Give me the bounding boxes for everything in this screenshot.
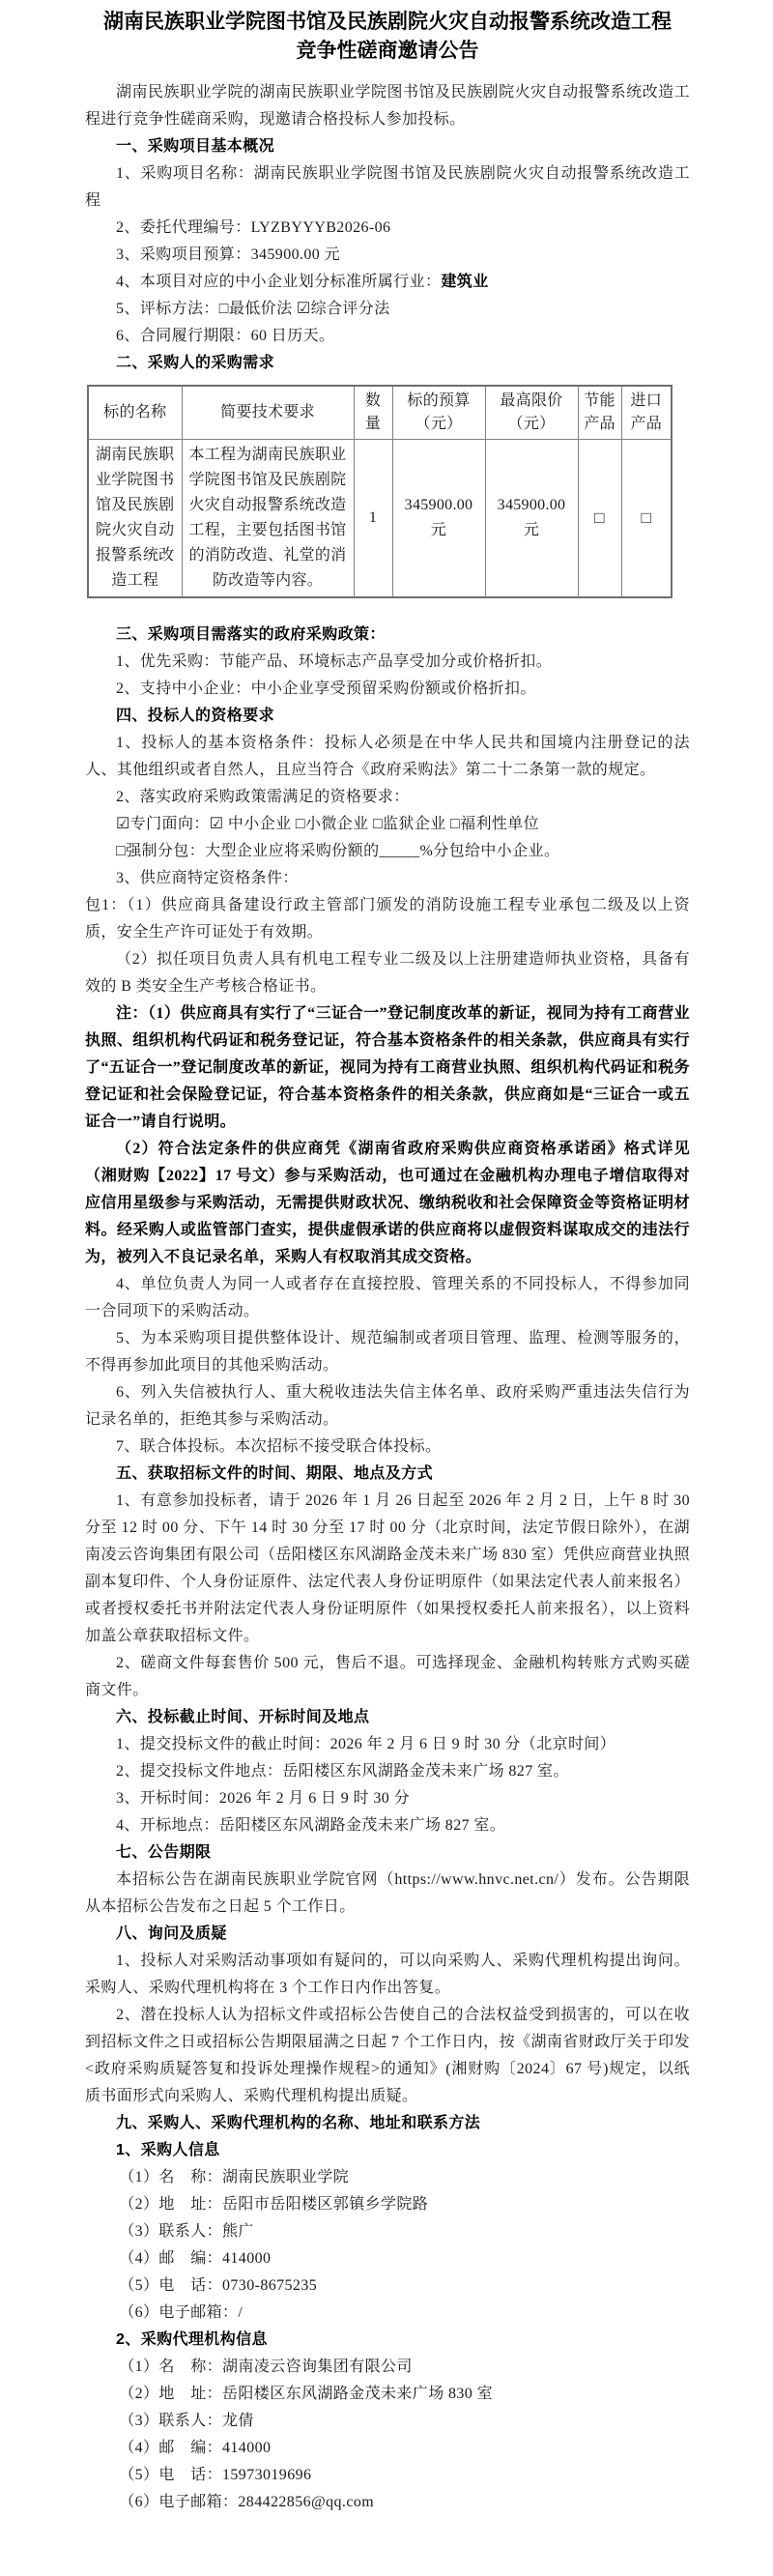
text-run: 八、询问及质疑	[116, 1925, 227, 1942]
text-run: （3）联系人：熊广	[119, 2223, 254, 2240]
demand-table-cell: 1	[354, 440, 392, 598]
text-run: （3）联系人：龙倩	[119, 2413, 254, 2429]
text-run: 1、优先采购：节能产品、环境标志产品享受加分或价格折扣。	[116, 653, 553, 670]
text-run: （4）邮 编：414000	[119, 2250, 272, 2267]
item-project-name	[85, 160, 690, 215]
qualification-same-leader	[85, 1271, 690, 1325]
demand-table-header-cell: 数 量	[354, 386, 392, 440]
section-1-heading	[85, 133, 690, 160]
item-industry	[85, 269, 690, 296]
package-1-requirement	[85, 892, 690, 946]
document-title-line1: 湖南民族职业学院图书馆及民族剧院火灾自动报警系统改造工程	[103, 11, 672, 33]
text-run: （6）电子邮箱：284422856@qq.com	[119, 2494, 375, 2510]
purchaser-phone	[85, 2272, 690, 2300]
text-run: （1）名 称：湖南凌云咨询集团有限公司	[119, 2359, 413, 2375]
text-run: （2）地 址：岳阳楼区东风湖路金茂未来广场 830 室	[119, 2386, 493, 2402]
text-run: 1、投标人的基本资格条件：投标人必须是在中华人民共和国境内注册登记的法人、其他组织或者自然人，且应当符合《政府采购法》第二十二条第一款的规定。	[85, 735, 690, 778]
text-run: 5、为本采购项目提供整体设计、规范编制或者项目管理、监理、检测等服务的，不得再参加此项目的其他采购活动。	[85, 1330, 690, 1374]
checkbox-line-targeted	[85, 811, 690, 838]
document-obtain-info	[85, 1488, 690, 1650]
text-run: 注：（1）供应商具有实行了“三证合一”登记制度改革的新证，视同为持有工商营业执照、组织机构代码证和税务登记证，符合基本资格条件的相关条款，供应商具有实行了“五证合一”登记制度改革的新证，视同为持有工商营业执照、组织机构代码证和税务登记证和社会保险登记证，符合基本资格条件的相关条款，供应商如是“三证合一或五证合一”请自行说明。	[85, 1005, 690, 1130]
purchaser-contact	[85, 2218, 690, 2245]
text-run: 3、采购项目预算：345900.00 元	[116, 246, 341, 263]
text-run: 3、开标时间：2026 年 2 月 6 日 9 时 30 分	[116, 1790, 411, 1807]
agency-contact	[85, 2408, 690, 2435]
text-run: □强制分包：大型企业应将采购份额的_____%分包给中小企业。	[116, 843, 560, 859]
text-run: 2、提交投标文件地点：岳阳楼区东风湖路金茂未来广场 827 室。	[116, 1763, 569, 1780]
demand-table	[87, 385, 673, 598]
note-paragraph-2	[85, 1136, 690, 1271]
agency-phone	[85, 2462, 690, 2489]
text-run: 九、采购人、采购代理机构的名称、地址和联系方法	[116, 2115, 481, 2131]
text-run: 5、评标方法：□最低价法 ☑综合评分法	[116, 301, 390, 317]
agency-info-heading	[85, 2327, 690, 2354]
text-run: 2、潜在投标人认为招标文件或招标公告使自己的合法权益受到损害的，可以在收到招标文件之日或招标公告期限届满之日起 7 个工作日内，按《湖南省财政厅关于印发<政府采购质疑答复和投诉处理操作规程>的通知》(湘财购〔2024〕67 号)规定，以纸质书面形式向采购人、采购代理机构提出质疑。	[85, 2007, 690, 2104]
bid-deadline	[85, 1731, 690, 1758]
intro-paragraph	[85, 79, 690, 133]
text-run: （6）电子邮箱：/	[119, 2304, 243, 2321]
package-1-requirement-2	[85, 946, 690, 1000]
note-paragraph-1	[85, 1000, 690, 1136]
text-run: 七、公告期限	[116, 1844, 212, 1861]
text-run: 二、采购人的采购需求	[116, 355, 275, 371]
agency-email	[85, 2489, 690, 2516]
policy-sme	[85, 676, 690, 703]
text-run: 7、联合体投标。本次招标不接受联合体投标。	[116, 1438, 442, 1455]
qualification-design-service	[85, 1325, 690, 1379]
agency-postcode	[85, 2435, 690, 2462]
demand-table-header-cell: 进口 产品	[621, 386, 672, 440]
text-run: （1）名 称：湖南民族职业学院	[119, 2169, 350, 2185]
text-run: 1、投标人对采购活动事项如有疑问的，可以向采购人、采购代理机构提出询问。采购人、采购代理机构将在 3 个工作日内作出答复。	[85, 1953, 690, 1996]
qualification-specific	[85, 865, 690, 892]
text-run: （2）拟任项目负责人具有机电工程专业二级及以上注册建造师执业资格，具备有效的 B 类安全生产考核合格证书。	[85, 951, 690, 995]
section-5-heading	[85, 1461, 690, 1488]
text-run: 6、列入失信被执行人、重大税收违法失信主体名单、政府采购严重违法失信行为记录名单的，拒绝其参与采购活动。	[85, 1384, 690, 1428]
checkbox-unchecked-icon: □	[621, 440, 672, 598]
text-run: （5）电 话：0730-8675235	[119, 2277, 318, 2294]
text-run: 4、本项目对应的中小企业划分标准所属行业：	[116, 274, 442, 290]
qualification-blacklist	[85, 1379, 690, 1433]
document-price	[85, 1650, 690, 1704]
text-run: 2、采购代理机构信息	[116, 2331, 268, 2348]
text-run: 本招标公告在湖南民族职业学院官网（https://www.hnvc.net.cn/）发布。公告期限从本招标公告发布之日起 5 个工作日。	[85, 1871, 690, 1915]
purchaser-info-heading	[85, 2137, 690, 2164]
demand-table-cell: 湖南民族职业学院图书馆及民族剧院火灾自动报警系统改造工程	[88, 440, 182, 598]
section-8-heading	[85, 1921, 690, 1948]
qualification-policy	[85, 784, 690, 811]
text-run: 3、供应商特定资格条件：	[116, 870, 299, 886]
policy-priority	[85, 649, 690, 676]
section-2-heading	[85, 350, 690, 377]
demand-table-header-cell: 最高限价 （元）	[485, 386, 578, 440]
section-7-heading	[85, 1839, 690, 1867]
text-run: （5）电 话：15973019696	[119, 2467, 312, 2483]
agency-address	[85, 2381, 690, 2408]
demand-table-cell: 345900.00 元	[485, 440, 578, 598]
qualification-consortium	[85, 1433, 690, 1461]
document-title	[85, 8, 690, 66]
item-contract-period	[85, 323, 690, 350]
section-4-heading	[85, 703, 690, 730]
demand-table-cell: 345900.00 元	[392, 440, 485, 598]
section-3-heading	[85, 622, 690, 649]
checkbox-unchecked-icon: □	[578, 440, 621, 598]
document-body	[85, 79, 690, 2516]
purchaser-email	[85, 2300, 690, 2327]
text-run: 1、有意参加投标者，请于 2026 年 1 月 26 日起至 2026 年 2 月 2 日，上午 8 时 30 分至 12 时 00 分、下午 14 时 30 分至 17 时 00 分（北京时间，法定节假日除外），在湖南凌云咨询集团有限公司（岳阳楼区东风湖路金茂未来广场 830 室）凭供应商营业执照副本复印件、个人身份证原件、法定代表人身份证明原件（如果法定代表人前来报名）或者授权委托书并附法定代表人身份证明原件（如果授权委托人前来报名），以上资料加盖公章获取招标文件。	[85, 1492, 690, 1644]
text-run: 1、采购人信息	[116, 2142, 220, 2158]
item-agency-number	[85, 215, 690, 242]
section-6-heading	[85, 1704, 690, 1731]
checkbox-line-subcontract	[85, 838, 690, 865]
demand-table-data-row	[88, 440, 672, 598]
demand-table-header-cell: 简要技术要求	[182, 386, 354, 440]
text-run: 4、开标地点：岳阳楼区东风湖路金茂未来广场 827 室。	[116, 1817, 506, 1834]
section-9-heading	[85, 2110, 690, 2137]
announcement-period	[85, 1867, 690, 1921]
text-run: 1、提交投标文件的截止时间：2026 年 2 月 6 日 9 时 30 分（北京时间）	[116, 1736, 616, 1752]
bold-text-run: 建筑业	[441, 274, 489, 290]
text-run: 2、支持中小企业：中小企业享受预留采购份额或价格折扣。	[116, 680, 536, 697]
bid-open-time	[85, 1785, 690, 1812]
demand-table-header-row	[88, 386, 672, 440]
purchaser-name	[85, 2164, 690, 2191]
text-run: 湖南民族职业学院的湖南民族职业学院图书馆及民族剧院火灾自动报警系统改造工程进行竞争性磋商采购，现邀请合格投标人参加投标。	[85, 84, 690, 128]
text-run: 一、采购项目基本概况	[116, 138, 275, 155]
item-evaluation-method	[85, 296, 690, 323]
text-run: 1、采购项目名称：湖南民族职业学院图书馆及民族剧院火灾自动报警系统改造工程	[85, 165, 690, 209]
text-run: （2）地 址：岳阳市岳阳楼区郭镇乡学院路	[119, 2196, 429, 2213]
text-run: 五、获取招标文件的时间、期限、地点及方式	[116, 1465, 434, 1482]
text-run: 六、投标截止时间、开标时间及地点	[116, 1709, 370, 1725]
text-run: 包1：（1）供应商具备建设行政主管部门颁发的消防设施工程专业承包二级及以上资质，安全生产许可证处于有效期。	[85, 897, 690, 941]
purchaser-address	[85, 2191, 690, 2218]
text-run: 2、委托代理编号：LYZBYYYB2026-06	[116, 219, 391, 236]
item-project-budget	[85, 242, 690, 269]
text-run: （4）邮 编：414000	[119, 2440, 272, 2456]
bid-submit-place	[85, 1758, 690, 1785]
demand-table-cell: 本工程为湖南民族职业学院图书馆及民族剧院火灾自动报警系统改造工程，主要包括图书馆的消防改造、礼堂的消防改造等内容。	[182, 440, 354, 598]
demand-table-header-cell: 标的预算 （元）	[392, 386, 485, 440]
text-run: （2）符合法定条件的供应商凭《湖南省政府采购供应商资格承诺函》格式详见（湘财购【2022】17 号文）参与采购活动，也可通过在金融机构办理电子增信取得对应信用星级参与采购活动，无需提供财政状况、缴纳税收和社会保障资金等资格证明材料。经采购人或监管部门查实，提供虚假承诺的供应商将以虚假资料谋取成交的违法行为，被列入不良记录名单，采购人有权取消其成交资格。	[85, 1141, 690, 1265]
inquiry-paragraph	[85, 1948, 690, 2002]
text-run: ☑专门面向：☑ 中小企业 □小微企业 □监狱企业 □福利性单位	[116, 816, 540, 832]
text-run: 4、单位负责人为同一人或者存在直接控股、管理关系的不同投标人，不得参加同一合同项下的采购活动。	[85, 1276, 690, 1319]
text-run: 6、合同履行期限：60 日历天。	[116, 328, 335, 344]
text-run: 2、磋商文件每套售价 500 元，售后不退。可选择现金、金融机构转账方式购买磋商文件。	[85, 1655, 690, 1698]
text-run: 三、采购项目需落实的政府采购政策：	[116, 626, 386, 643]
agency-name	[85, 2354, 690, 2381]
bid-open-place	[85, 1812, 690, 1839]
text-run: 2、落实政府采购政策需满足的资格要求：	[116, 789, 410, 805]
purchaser-postcode	[85, 2245, 690, 2272]
demand-table-header-cell: 节能 产品	[578, 386, 621, 440]
document-title-line2: 竞争性磋商邀请公告	[296, 40, 479, 62]
qualification-basic	[85, 730, 690, 784]
text-run: 四、投标人的资格要求	[116, 708, 275, 724]
question-paragraph	[85, 2002, 690, 2110]
demand-table-header-cell: 标的名称	[88, 386, 182, 440]
